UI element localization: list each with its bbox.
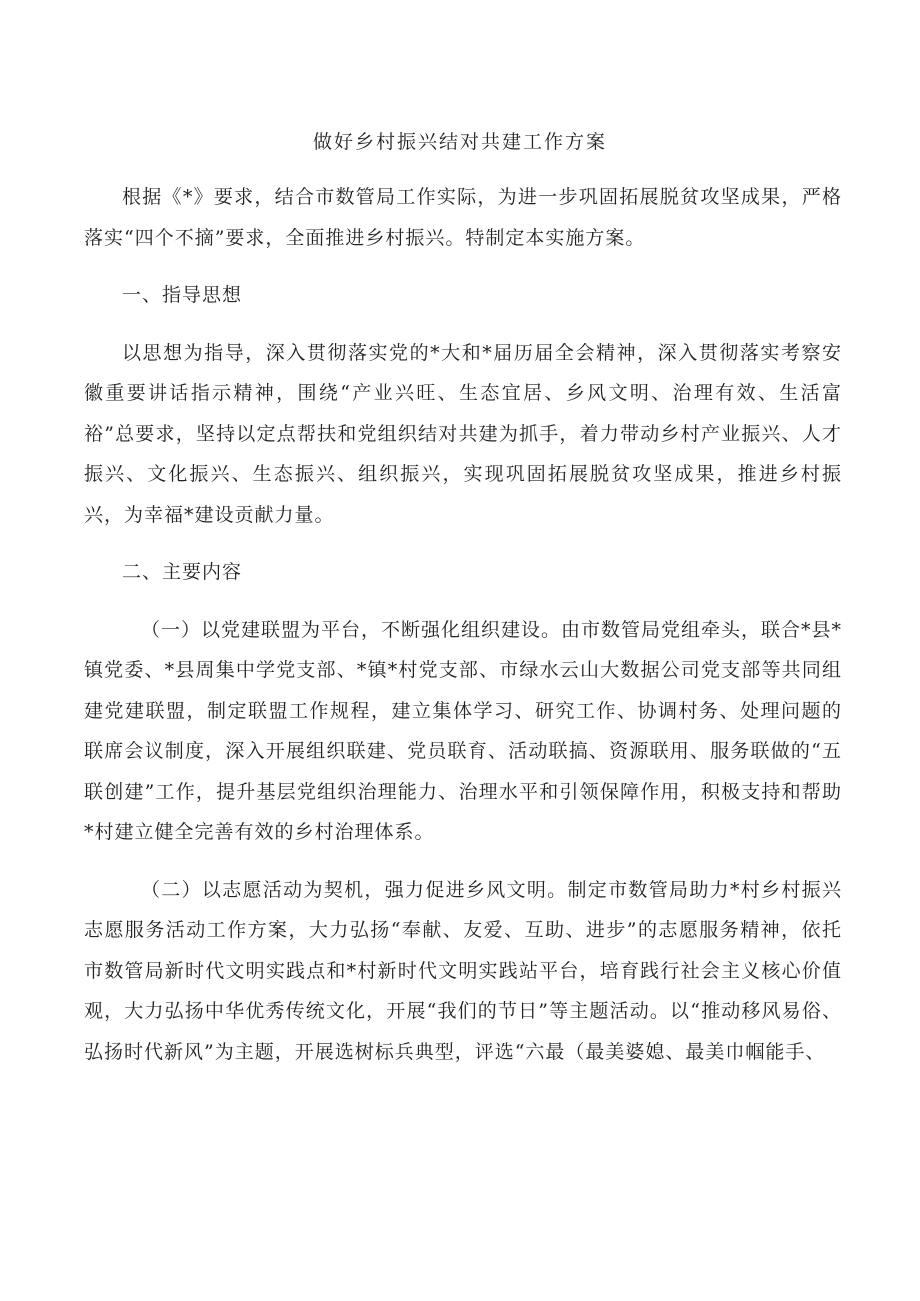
document-title: 做好乡村振兴结对共建工作方案 (312, 131, 607, 153)
section-heading-guiding-ideology: 一、指导思想 (122, 284, 243, 306)
document-body (84, 177, 842, 1089)
guiding-ideology-paragraph: 以思想为指导，深入贯彻落实党的*大和*届历届全会精神，深入贯彻落实考察安徽重要讲话指示精神，围绕“产业兴旺、生态宜居、乡风文明、治理有效、生活富裕”总要求，坚持以定点帮扶和党组织结对共建为抓手，着力带动乡村产业振兴、人才振兴、文化振兴、生态振兴、组织振兴，实现巩固拓展脱贫攻坚成果，推进乡村振兴，为幸福*建设贡献力量。 (84, 341, 842, 526)
section-heading-main-content: 二、主要内容 (122, 561, 243, 583)
main-content-item-2: （二）以志愿活动为契机，强力促进乡风文明。制定市数管局助力*村乡村振兴志愿服务活动工作方案，大力弘扬“奉献、友爱、互助、进步”的志愿服务精神，依托市数管局新时代文明实践点和*村新时代文明实践站平台，培育践行社会主义核心价值观，大力弘扬中华优秀传统文化，开展“我们的节日”等主题活动。以“推动移风易俗、弘扬时代新风”为主题，开展选树标兵典型，评选“六最（最美婆媳、最美巾帼能手、 (84, 878, 842, 1063)
main-content-item-1: （一）以党建联盟为平台，不断强化组织建设。由市数管局党组牵头，联合*县*镇党委、*县周集中学党支部、*镇*村党支部、市绿水云山大数据公司党支部等共同组建党建联盟，制定联盟工作规程，建立集体学习、研究工作、协调村务、处理问题的联席会议制度，深入开展组织联建、党员联育、活动联搞、资源联用、服务联做的“五联创建”工作，提升基层党组织治理能力、治理水平和引领保障作用，积极支持和帮助*村建立健全完善有效的乡村治理体系。 (84, 618, 843, 843)
intro-paragraph: 根据《*》要求，结合市数管局工作实际，为进一步巩固拓展脱贫攻坚成果，严格落实“四个不摘”要求，全面推进乡村振兴。特制定本实施方案。 (84, 186, 842, 249)
